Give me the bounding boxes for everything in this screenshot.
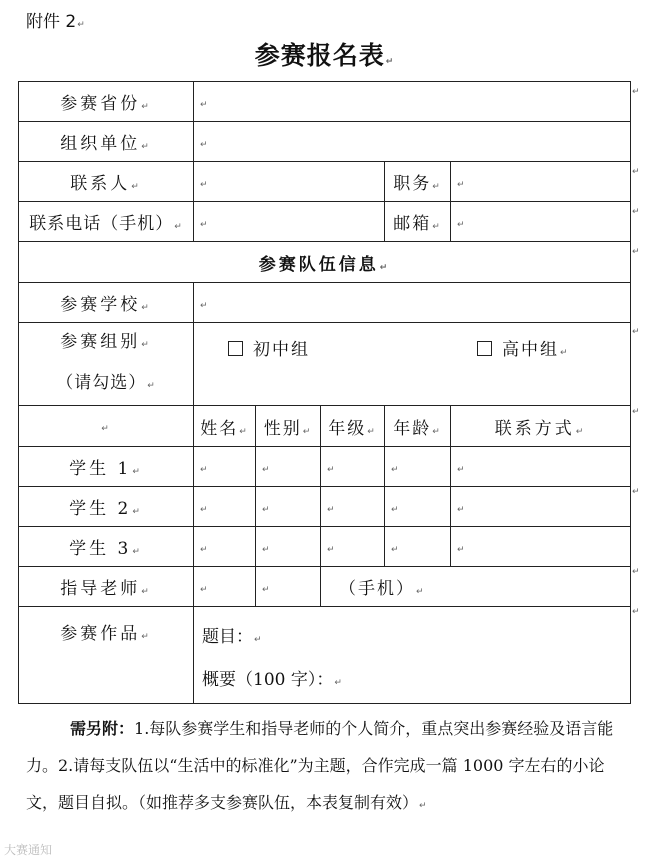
student-3-contact-field[interactable]: ↵: [451, 527, 631, 567]
contact-field[interactable]: ↵: [194, 162, 385, 202]
row-end-mark: ↵: [632, 407, 640, 417]
email-field[interactable]: ↵: [451, 202, 631, 242]
org-row: [19, 122, 631, 162]
watermark: 大赛通知: [4, 843, 53, 857]
student-row: [19, 487, 631, 527]
province-row: [19, 82, 631, 122]
group-row: [19, 323, 631, 406]
student-1-gender-field[interactable]: ↵: [256, 447, 321, 487]
phone-label: 联系电话（手机）↵: [19, 202, 194, 242]
student-2-grade-field[interactable]: ↵: [321, 487, 385, 527]
student-row: [19, 527, 631, 567]
section-row: [19, 242, 631, 283]
row-end-mark: ↵: [632, 167, 640, 177]
teacher-gender-field[interactable]: ↵: [256, 567, 321, 607]
student-1-name-field[interactable]: ↵: [194, 447, 256, 487]
province-label: 参赛省份↵: [19, 82, 194, 122]
contact-row: [19, 162, 631, 202]
teacher-label: 指导老师↵: [19, 567, 194, 607]
section-title: 参赛队伍信息↵: [19, 242, 631, 283]
group-options: [194, 323, 631, 406]
row-end-mark: ↵: [632, 327, 640, 337]
email-label: 邮箱↵: [385, 202, 451, 242]
col-age-header: 年龄↵: [385, 406, 451, 447]
school-row: [19, 283, 631, 323]
teacher-phone-field[interactable]: （手机）↵: [321, 567, 631, 607]
student-row: [19, 447, 631, 487]
org-label: 组织单位↵: [19, 122, 194, 162]
row-end-mark: ↵: [632, 207, 640, 217]
student-3-gender-field[interactable]: ↵: [256, 527, 321, 567]
col-grade-header: 年级↵: [321, 406, 385, 447]
student-2-contact-field[interactable]: ↵: [451, 487, 631, 527]
teacher-row: [19, 567, 631, 607]
student-3-label: 学生 3↵: [19, 527, 194, 567]
header-row: [19, 406, 631, 447]
work-row: [19, 607, 631, 704]
group-label: 参赛组别↵: [60, 332, 152, 352]
phone-row: [19, 202, 631, 242]
work-summary-label: 概要（100 字）：↵: [202, 670, 342, 690]
work-field[interactable]: [194, 607, 631, 704]
work-label: 参赛作品↵: [19, 607, 194, 704]
group-label-cell: [19, 323, 194, 406]
col-contact-header: 联系方式↵: [451, 406, 631, 447]
row-end-mark: ↵: [632, 487, 640, 497]
phone-field[interactable]: ↵: [194, 202, 385, 242]
student-1-contact-field[interactable]: ↵: [451, 447, 631, 487]
senior-option[interactable]: 高中组↵: [477, 335, 568, 360]
student-2-gender-field[interactable]: ↵: [256, 487, 321, 527]
student-2-name-field[interactable]: ↵: [194, 487, 256, 527]
position-label: 职务↵: [385, 162, 451, 202]
student-3-name-field[interactable]: ↵: [194, 527, 256, 567]
junior-option[interactable]: 初中组: [228, 335, 310, 360]
notes-text: 1.每队参赛学生和指导老师的个人简介，重点突出参赛经验及语言能力。2.请每支队伍以“生活中的标准化”为主题，合作完成一篇 1000 字左右的小论文，题目自拟。（如推荐多支参赛队伍，本表复制有效）: [26, 719, 614, 812]
org-field[interactable]: ↵: [194, 122, 631, 162]
col-name-header: 姓名↵: [194, 406, 256, 447]
senior-checkbox[interactable]: [477, 341, 492, 356]
school-label: 参赛学校↵: [19, 283, 194, 323]
notes-lead: 需另附：: [70, 719, 135, 738]
teacher-name-field[interactable]: ↵: [194, 567, 256, 607]
row-end-mark: ↵: [632, 607, 640, 617]
notes-paragraph: 需另附：1.每队参赛学生和指导老师的个人简介，重点突出参赛经验及语言能力。2.请每支队伍以“生活中的标准化”为主题，合作完成一篇 1000 字左右的小论文，题目自拟。（如推荐多支参赛队伍，本表复制有效）↵: [26, 719, 614, 812]
student-1-grade-field[interactable]: ↵: [321, 447, 385, 487]
student-3-age-field[interactable]: ↵: [385, 527, 451, 567]
student-1-label: 学生 1↵: [19, 447, 194, 487]
province-field[interactable]: ↵: [194, 82, 631, 122]
position-field[interactable]: ↵: [451, 162, 631, 202]
student-2-label: 学生 2↵: [19, 487, 194, 527]
col-gender-header: 性别↵: [256, 406, 321, 447]
school-field[interactable]: ↵: [194, 283, 631, 323]
form-title: 参赛报名表↵: [254, 41, 395, 70]
student-1-age-field[interactable]: ↵: [385, 447, 451, 487]
header-empty-cell: ↵: [19, 406, 194, 447]
student-3-grade-field[interactable]: ↵: [321, 527, 385, 567]
junior-checkbox[interactable]: [228, 341, 243, 356]
annex-label: 附件 2↵: [26, 12, 85, 32]
registration-table: [18, 81, 631, 704]
group-hint: （请勾选）↵: [56, 373, 156, 393]
contact-label: 联系人↵: [19, 162, 194, 202]
row-end-mark: ↵: [632, 247, 640, 257]
student-2-age-field[interactable]: ↵: [385, 487, 451, 527]
row-end-mark: ↵: [632, 87, 640, 97]
row-end-mark: ↵: [632, 567, 640, 577]
work-topic-label: 题目：↵: [202, 627, 262, 647]
